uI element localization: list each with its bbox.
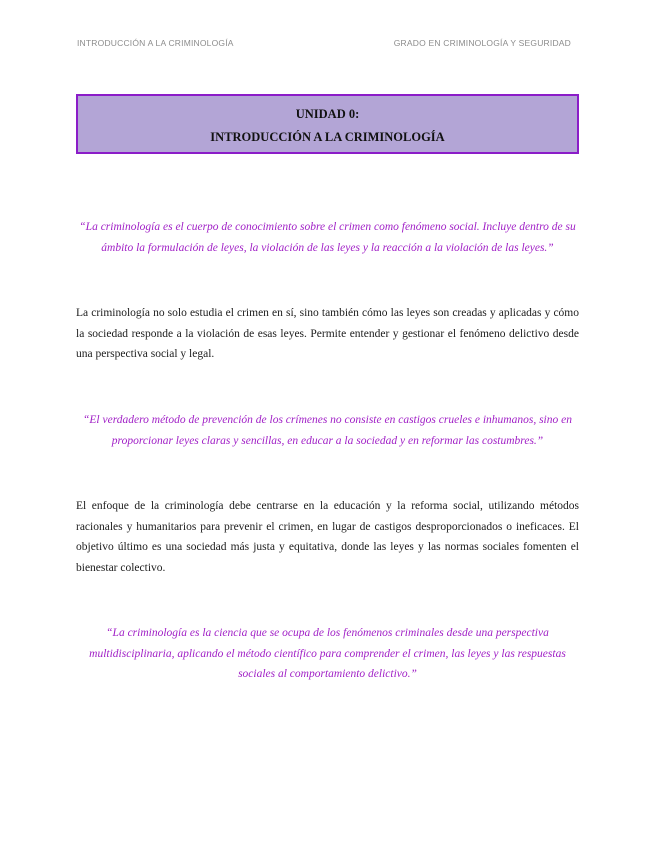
paragraph-scope: La criminología no solo estudia el crimen en sí, sino también cómo las leyes son creadas y aplicadas y cómo la sociedad responde a la violación de esas leyes. Permite entender y gestionar el fenómeno delictivo desde una perspectiva social y legal. — [76, 307, 579, 360]
quote-science: “La criminología es la ciencia que se ocupa de los fenómenos criminales desde una perspectiva multidisciplinaria, aplicando el método científico para comprender el crimen, las leyes y las respuestas sociales al comportamiento delictivo.” — [89, 627, 566, 680]
header-degree-title: GRADO EN CRIMINOLOGÍA Y SEGURIDAD — [393, 38, 571, 48]
unit-title: INTRODUCCIÓN A LA CRIMINOLOGÍA — [210, 130, 445, 144]
quote-definition: “La criminología es el cuerpo de conocimiento sobre el crimen como fenómeno social. Incluye dentro de su ámbito la formulación de leyes, la violación de las leyes y la reacción a la violación de las leyes.” — [79, 221, 576, 254]
unit-title-box — [76, 94, 579, 154]
unit-number: UNIDAD 0: — [295, 107, 360, 121]
quote-prevention: “El verdadero método de prevención de los crímenes no consiste en castigos crueles e inhumanos, sino en proporcionar leyes claras y sencillas, en educar a la sociedad y en reformar las costumbres.” — [83, 414, 572, 447]
header-course-title: INTRODUCCIÓN A LA CRIMINOLOGÍA — [77, 38, 234, 48]
page-header — [77, 38, 571, 48]
paragraph-approach: El enfoque de la criminología debe centrarse en la educación y la reforma social, utilizando métodos racionales y humanitarios para prevenir el crimen, en lugar de castigos desproporcionados o ineficaces. El objetivo último es una sociedad más justa y equitativa, donde las leyes y las normas sociales fomenten el bienestar colectivo. — [76, 500, 579, 574]
